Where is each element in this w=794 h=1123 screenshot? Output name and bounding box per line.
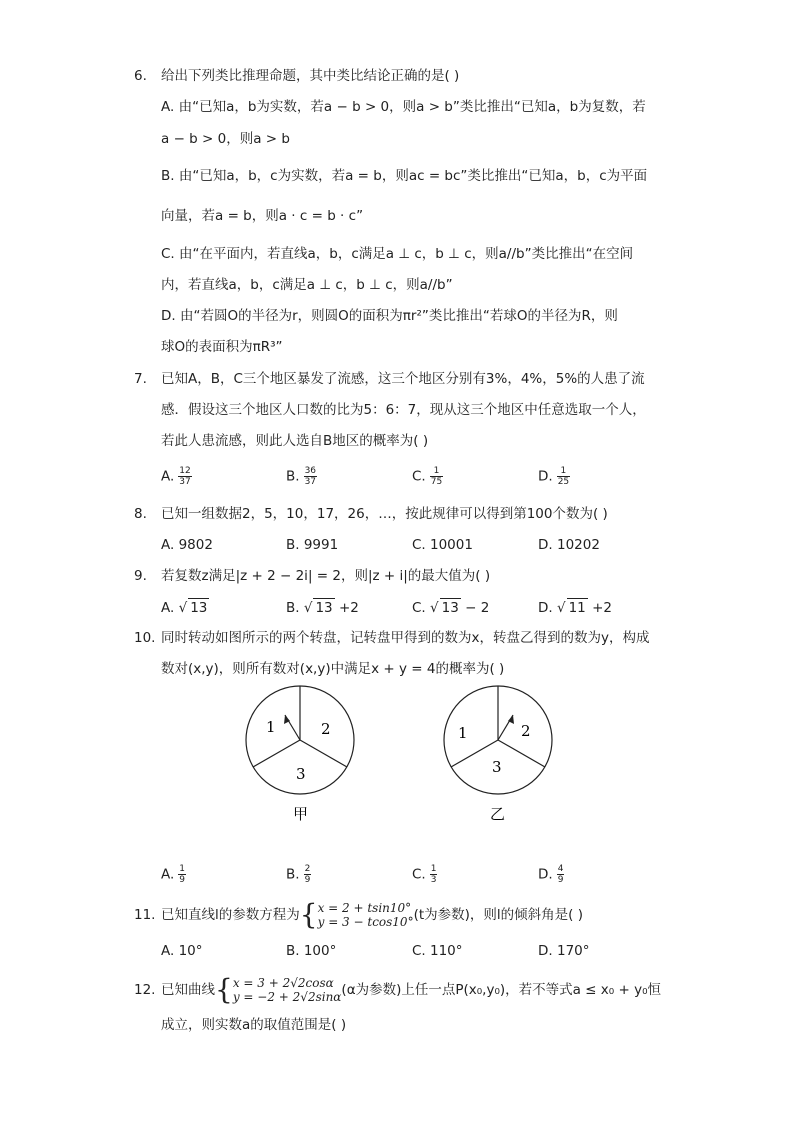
q10-stem-line1: 同时转动如图所示的两个转盘，记转盘甲得到的数为x，转盘乙得到的数为y，构成 (161, 630, 650, 646)
q6-option-d-line1: D. 由“若圆O的半径为r，则圆O的面积为πr²”类比推出“若球O的半径为R，则 (161, 308, 618, 324)
q9-stem: 若复数z满足|z + 2 − 2i| = 2，则|z + i|的最大值为( ) (161, 568, 491, 584)
q9-option-d[interactable]: D. √ 11 +2 (538, 600, 612, 616)
q6-option-c-line1: C. 由“在平面内，若直线a，b，c满足a ⊥ c，b ⊥ c，则a//b”类比推出“在空间 (161, 246, 634, 262)
spinner-jia-sector-3: 3 (296, 765, 306, 783)
q10-option-b[interactable]: B. $\frac{2}{9}$ (286, 864, 311, 885)
spinner-yi-sector-3: 3 (492, 758, 502, 776)
q10-option-a[interactable]: A. $\frac{1}{9}$ (161, 864, 186, 885)
q10-stem-line2: 数对(x,y)，则所有数对(x,y)中满足x + y = 4的概率为( ) (161, 661, 505, 677)
q7-option-d[interactable]: D. $\frac{1}{25}$ (538, 466, 570, 487)
spinner-figure (230, 680, 590, 830)
q6-option-a-line2: a − b > 0，则a > b (161, 131, 290, 147)
q10-option-c[interactable]: C. $\frac{1}{3}$ (412, 864, 437, 885)
q9-option-a[interactable]: A. √ 13 (161, 600, 208, 616)
spinner-yi-sector-2: 2 (521, 722, 531, 740)
spinner-jia-sector-1: 1 (266, 718, 276, 736)
q9-option-c[interactable]: C. √ 13 − 2 (412, 600, 490, 616)
q11-stem: 已知直线l的参数方程为{ x = 2 + tsin10° y = 3 − tcos10° (t为参数)，则l的倾斜角是( ) (161, 898, 583, 931)
q6-option-c-line2: 内，若直线a，b，c满足a ⊥ c，b ⊥ c，则a//b” (161, 277, 453, 293)
q11-option-c[interactable]: C. 110° (412, 943, 463, 959)
q8-stem: 已知一组数据2，5，10，17，26，…，按此规律可以得到第100个数为( ) (161, 506, 608, 522)
q6-stem: 给出下列类比推理命题，其中类比结论正确的是( ) (161, 68, 460, 84)
spinner-yi-sector-1: 1 (458, 724, 468, 742)
q6-option-b-line2: 向量，若a = b，则a · c = b · c” (161, 208, 364, 224)
q11-option-a[interactable]: A. 10° (161, 943, 203, 959)
q6-number: 6. (134, 68, 147, 84)
q7-stem-line2: 感．假设这三个地区人口数的比为5：6：7，现从这三个地区中任意选取一个人， (161, 402, 646, 418)
q10-number: 10. (134, 630, 156, 646)
spinner-jia (246, 686, 354, 823)
q7-option-a[interactable]: A. $\frac{12}{37}$ (161, 466, 191, 487)
q6-option-b-line1: B. 由“已知a，b，c为实数，若a = b，则ac = bc”类比推出“已知a，b，c为平面 (161, 168, 648, 184)
q8-number: 8. (134, 506, 147, 522)
q6-option-a-line1: A. 由“已知a，b为实数，若a − b > 0，则a > b”类比推出“已知a，b为复数，若 (161, 99, 646, 115)
q6-option-d-line2: 球O的表面积为πR³” (161, 339, 283, 355)
spinner-jia-sector-2: 2 (321, 720, 331, 738)
q8-option-a[interactable]: A. 9802 (161, 537, 213, 553)
q8-option-d[interactable]: D. 10202 (538, 537, 600, 553)
q12-stem-line2: 成立，则实数a的取值范围是( ) (161, 1017, 347, 1033)
spinner-jia-caption: 甲 (293, 805, 309, 823)
q10-option-d[interactable]: D. $\frac{4}{9}$ (538, 864, 564, 885)
q8-option-c[interactable]: C. 10001 (412, 537, 473, 553)
q9-number: 9. (134, 568, 147, 584)
q11-option-d[interactable]: D. 170° (538, 943, 590, 959)
q7-option-b[interactable]: B. $\frac{36}{37}$ (286, 466, 317, 487)
spinner-yi-caption: 乙 (490, 805, 506, 823)
spinner-yi (444, 686, 552, 823)
q7-option-c[interactable]: C. $\frac{1}{75}$ (412, 466, 443, 487)
q11-number: 11. (134, 907, 156, 923)
q9-option-b[interactable]: B. √ 13 +2 (286, 600, 359, 616)
q7-number: 7. (134, 371, 147, 387)
q11-option-b[interactable]: B. 100° (286, 943, 337, 959)
q8-option-b[interactable]: B. 9991 (286, 537, 339, 553)
q7-stem-line1: 已知A，B，C三个地区暴发了流感，这三个地区分别有3%，4%，5%的人患了流 (161, 371, 645, 387)
q7-stem-line3: 若此人患流感，则此人选自B地区的概率为( ) (161, 433, 429, 449)
q12-stem-line1: 已知曲线{ x = 3 + 2√2cosα y = −2 + 2√2sinα (α为参数)上任一点P(x₀,y₀)，若不等式a ≤ x₀ + y₀恒 (161, 973, 661, 1006)
q12-number: 12. (134, 982, 156, 998)
